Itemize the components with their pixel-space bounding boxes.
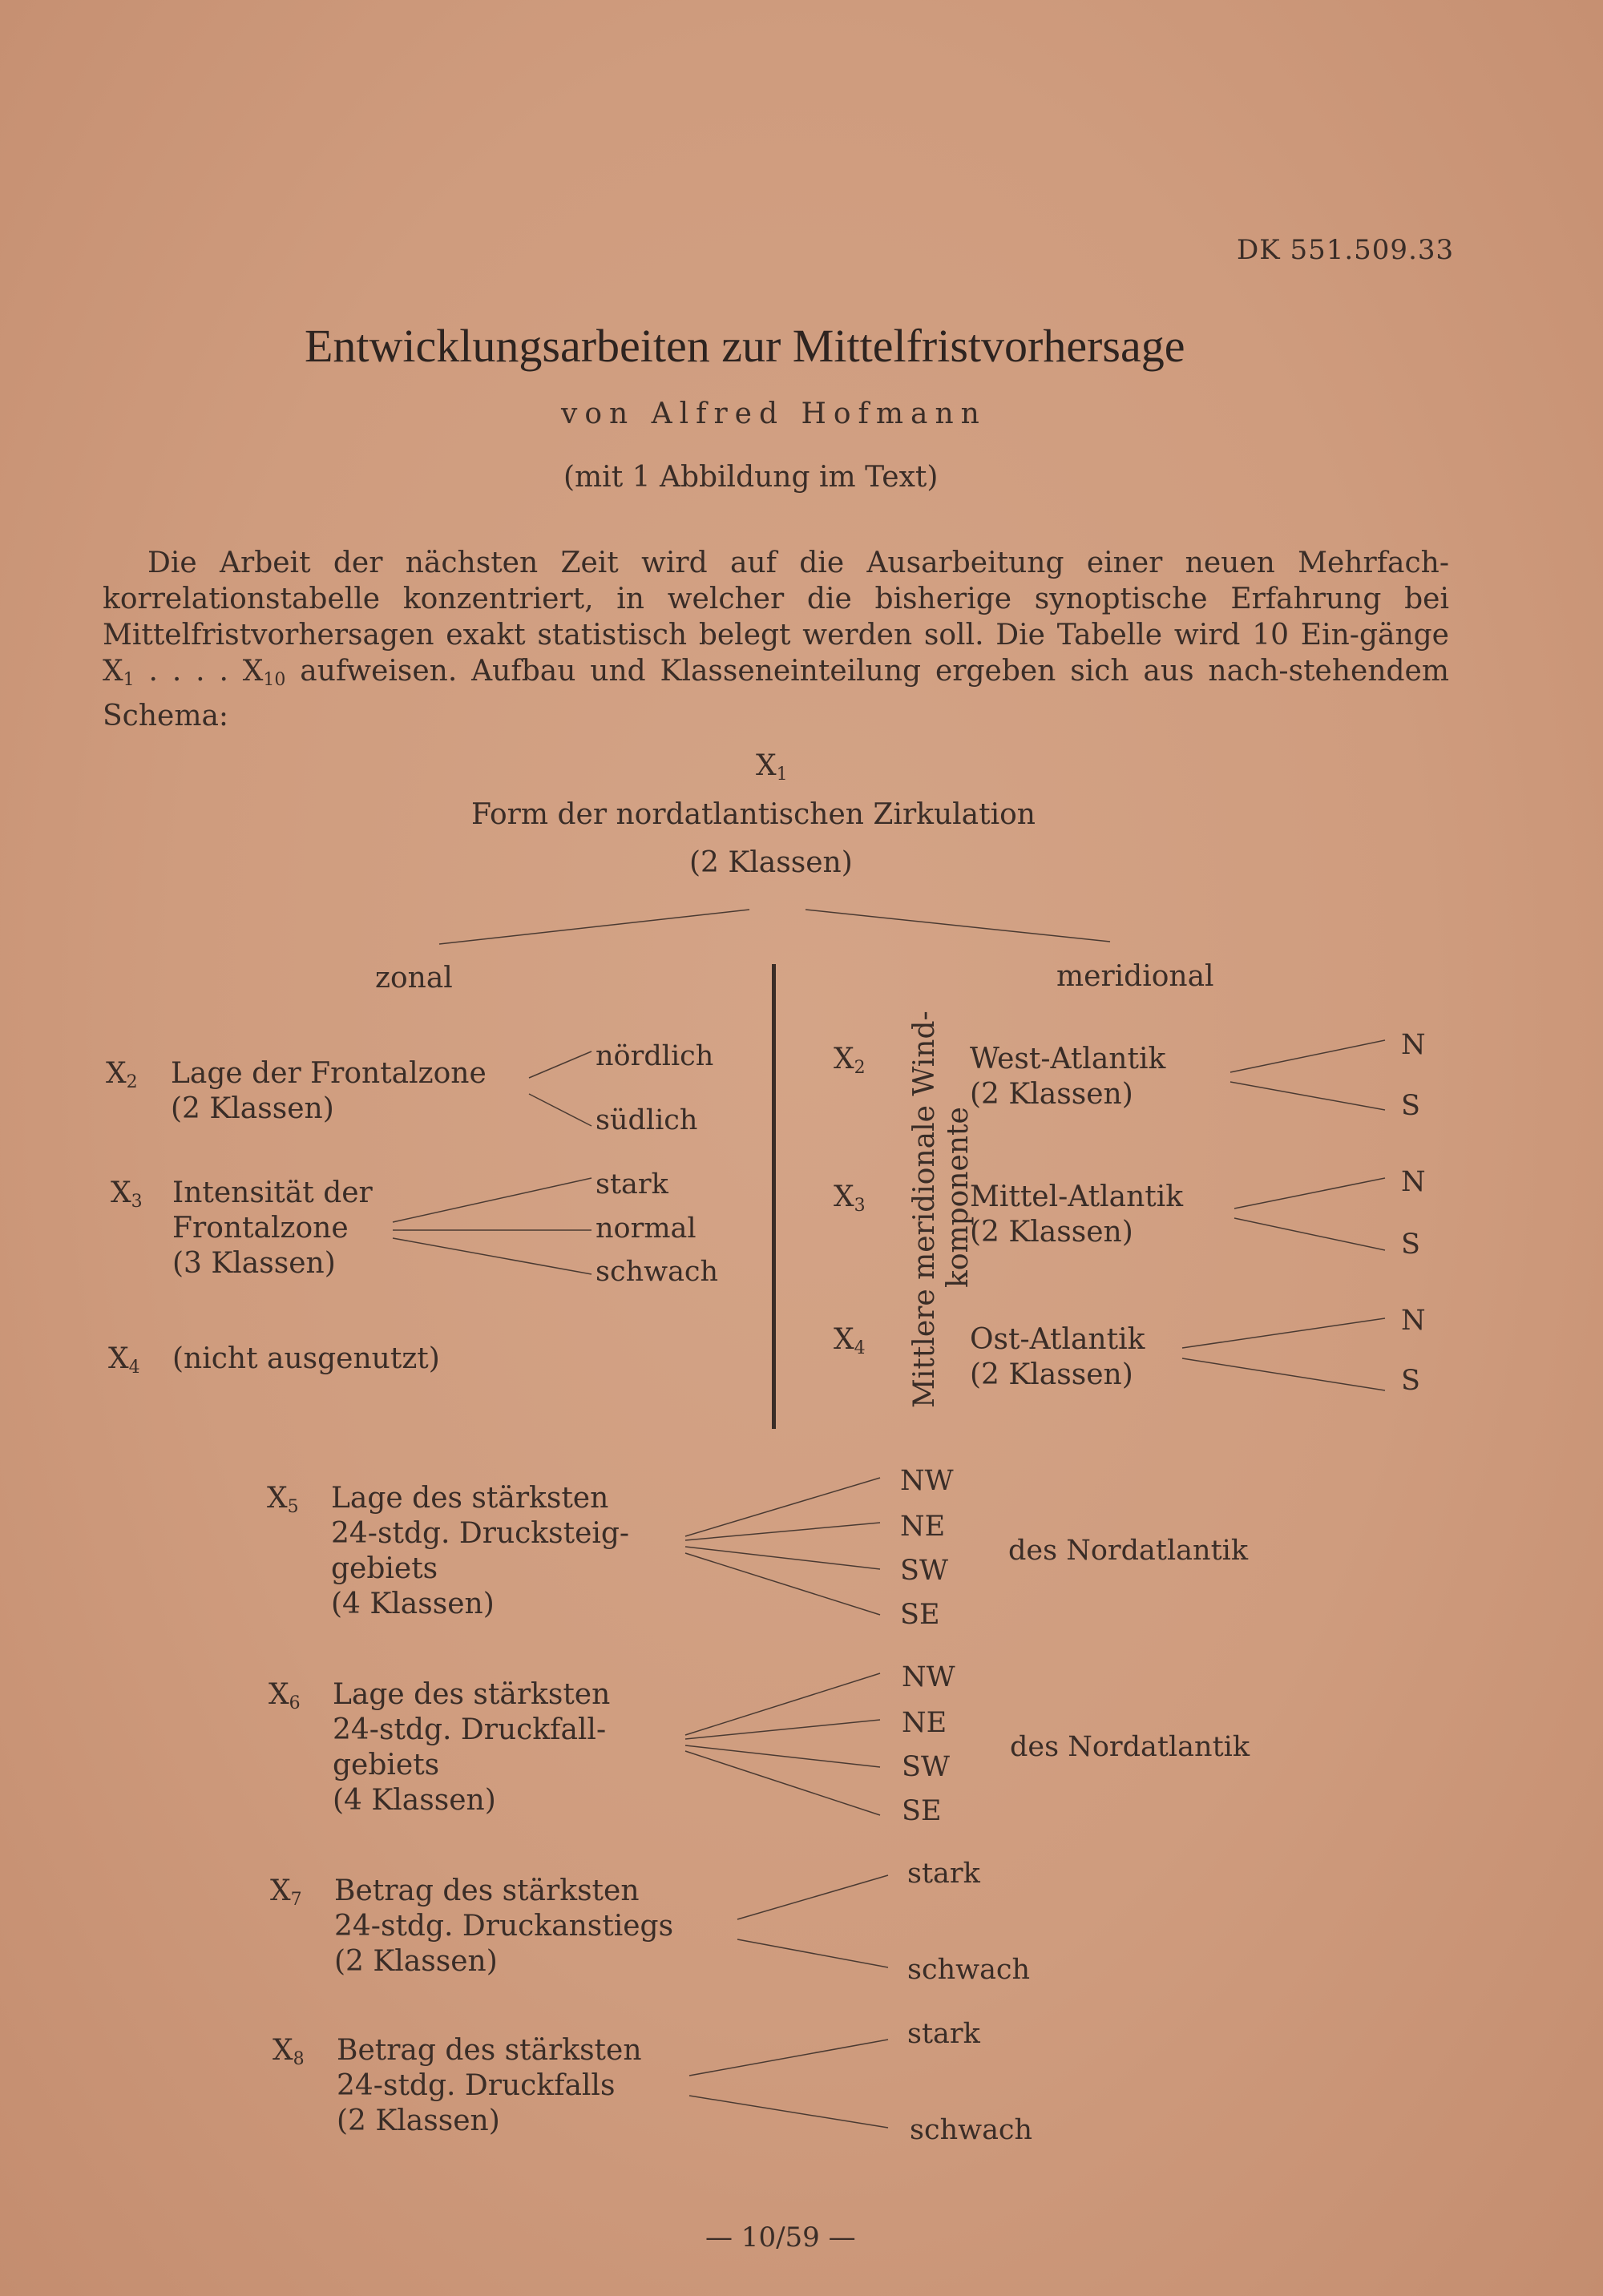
- page-number: — 10/59 —: [705, 2221, 856, 2254]
- x5-option-se: SE: [900, 1599, 940, 1631]
- vertical-axis-label: Mittlere meridionale Wind- komponente: [908, 1011, 975, 1408]
- x6-option-ne: NE: [902, 1707, 947, 1739]
- x6-description: Lage des stärksten 24-stdg. Druckfall- gebiets (4 Klassen): [333, 1678, 611, 1817]
- meridional-heading: meridional: [1056, 960, 1214, 993]
- x8-option-schwach: schwach: [910, 2114, 1033, 2146]
- x1-name: Form der nordatlantischen Zirkulation: [471, 798, 1036, 831]
- x6-option-se: SE: [902, 1795, 942, 1827]
- meridional-x2-label: $X_2$: [834, 1043, 866, 1078]
- x5-suffix: des Nordatlantik: [1008, 1535, 1249, 1567]
- zonal-x2-description: Lage der Frontalzone (2 Klassen): [171, 1057, 487, 1125]
- option-west-n: N: [1401, 1029, 1426, 1061]
- x5-option-nw: NW: [900, 1465, 954, 1497]
- x7-label: $X_7$: [270, 1874, 302, 1910]
- x6-label: $X_6$: [269, 1678, 301, 1713]
- x6-suffix: des Nordatlantik: [1010, 1731, 1250, 1763]
- x8-description: Betrag des stärksten 24-stdg. Druckfalls (2 Klassen): [337, 2034, 642, 2137]
- x8-label: $X_8$: [273, 2034, 305, 2069]
- x1-classes: (2 Klassen): [689, 846, 853, 879]
- option-mittel-n: N: [1401, 1166, 1426, 1198]
- option-normal: normal: [596, 1213, 697, 1245]
- meridional-x4-label: $X_4$: [834, 1323, 866, 1358]
- meridional-x3-label: $X_3$: [834, 1180, 866, 1216]
- meridional-x4-description: Ost-Atlantik (2 Klassen): [970, 1323, 1145, 1391]
- meridional-x2-description: West-Atlantik (2 Klassen): [970, 1043, 1166, 1111]
- x5-option-ne: NE: [900, 1511, 946, 1543]
- intro-paragraph: Die Arbeit der nächsten Zeit wird auf die Ausarbeitung einer neuen Mehrfach-korrelationstabelle konzentriert, in welcher die bisherige synoptische Erfahrung bei Mittelfristvorhersagen exakt statistisch belegt werden soll. Die Tabelle wird 10 Ein-gänge $X_1$ . . . . $X_{10}$ aufweisen. Aufbau und Klasseneinteilung ergeben sich aus nach-stehendem Schema:: [103, 547, 1449, 732]
- option-schwach: schwach: [596, 1256, 719, 1288]
- zonal-x4-description: (nicht ausgenutzt): [172, 1342, 440, 1375]
- x7-option-stark: stark: [907, 1858, 980, 1890]
- column-divider: [772, 964, 776, 1429]
- option-ost-s: S: [1401, 1365, 1420, 1397]
- subtitle: (mit 1 Abbildung im Text): [563, 461, 939, 494]
- zonal-x3-description: Intensität der Frontalzone (3 Klassen): [172, 1176, 373, 1280]
- option-west-s: S: [1401, 1090, 1420, 1122]
- option-suedlich: südlich: [596, 1104, 698, 1136]
- zonal-x4-label: $X_4$: [108, 1342, 140, 1378]
- x5-description: Lage des stärksten 24-stdg. Drucksteig- gebiets (4 Klassen): [331, 1482, 630, 1620]
- x7-description: Betrag des stärksten 24-stdg. Druckanstiegs (2 Klassen): [334, 1874, 674, 1978]
- option-ost-n: N: [1401, 1305, 1426, 1337]
- zonal-x2-label: $X_2$: [106, 1057, 138, 1092]
- page-title: Entwicklungsarbeiten zur Mittelfristvorhersage: [305, 320, 1185, 372]
- x6-option-sw: SW: [902, 1751, 950, 1783]
- option-noerdlich: nördlich: [596, 1040, 714, 1072]
- x6-option-nw: NW: [902, 1661, 955, 1693]
- meridional-x3-description: Mittel-Atlantik (2 Klassen): [970, 1180, 1184, 1249]
- x8-option-stark: stark: [907, 2018, 980, 2050]
- x5-option-sw: SW: [900, 1555, 948, 1587]
- x5-label: $X_5$: [267, 1482, 299, 1517]
- author-line: von Alfred Hofmann: [561, 397, 987, 430]
- zonal-x3-label: $X_3$: [111, 1176, 143, 1212]
- document-id: DK 551.509.33: [1237, 234, 1455, 266]
- x1-label: $X_1$: [756, 749, 788, 785]
- x7-option-schwach: schwach: [907, 1954, 1031, 1986]
- zonal-heading: zonal: [375, 962, 453, 995]
- option-mittel-s: S: [1401, 1229, 1420, 1261]
- option-stark: stark: [596, 1168, 668, 1200]
